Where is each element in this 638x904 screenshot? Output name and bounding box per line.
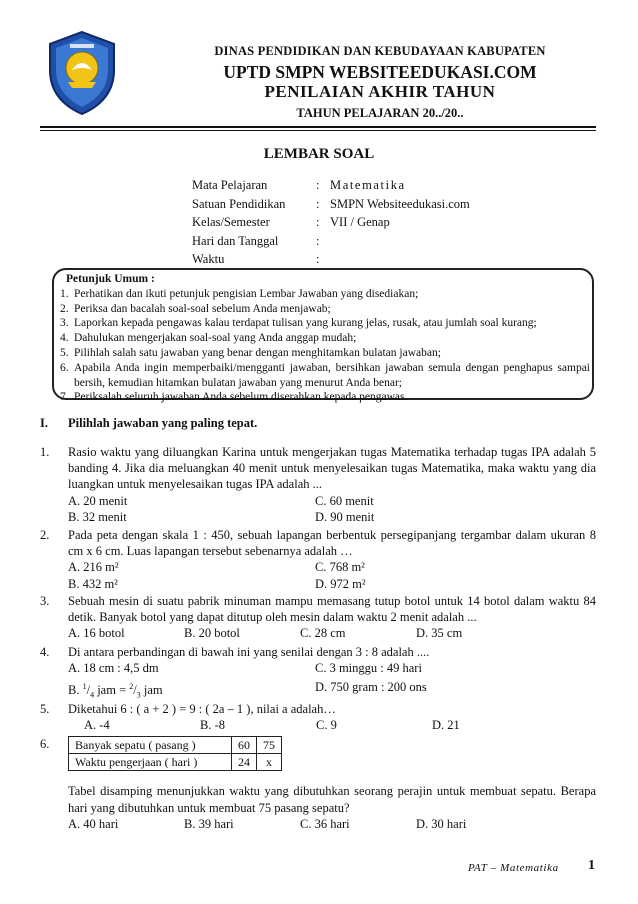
option-a[interactable]: A. 16 botol: [68, 626, 125, 641]
info-key: Satuan Pendidikan: [192, 196, 286, 211]
option-c[interactable]: C. 9: [316, 718, 337, 733]
info-colon: :: [316, 215, 320, 229]
table-cell: x: [257, 754, 282, 771]
question-2: [40, 527, 596, 592]
table-cell: 75: [257, 737, 282, 754]
question-number: 4.: [40, 645, 50, 659]
info-key: Waktu: [192, 252, 225, 266]
data-table: [68, 736, 282, 771]
question-5: [40, 701, 596, 733]
table-row: [69, 754, 282, 771]
table-cell: 24: [232, 754, 257, 771]
question-number: 1.: [40, 445, 50, 459]
option-d[interactable]: D. 21: [432, 718, 460, 733]
option-a[interactable]: A. 40 hari: [68, 816, 119, 831]
option-b[interactable]: B. -8: [200, 718, 225, 733]
option-a[interactable]: A. 20 menit: [68, 493, 128, 508]
option-b[interactable]: B. $^1/_4$ jam = $^2/_3$ jam: [68, 682, 163, 701]
option-a[interactable]: A. 18 cm : 4,5 dm: [68, 661, 159, 676]
instructions: [60, 272, 590, 405]
page-title: LEMBAR SOAL: [263, 146, 375, 162]
table-cell: Waktu pengerjaan ( hari ): [69, 754, 232, 771]
page-number: 1: [588, 858, 595, 873]
header-year: TAHUN PELAJARAN 20../20..: [296, 106, 464, 120]
info-row-class: [192, 213, 470, 232]
table-cell: Banyak sepatu ( pasang ): [69, 737, 232, 754]
table-row: [69, 737, 282, 754]
option-d[interactable]: D. 90 menit: [315, 509, 375, 524]
section-heading: [40, 416, 257, 431]
header-rule-thin: [40, 130, 596, 131]
option-a[interactable]: A. -4: [84, 718, 110, 733]
option-c[interactable]: C. 60 menit: [315, 493, 374, 508]
option-b[interactable]: B. 20 botol: [184, 626, 240, 641]
option-c[interactable]: C. 3 minggu : 49 hari: [315, 661, 422, 676]
question-text: Pada peta dengan skala 1 : 450, sebuah lapangan berbentuk persegipanjang tergambar dalam ukuran 8 cm x 6 cm. Luas lapangan tersebut sebenarnya adalah …: [68, 528, 596, 559]
option-c[interactable]: C. 28 cm: [300, 626, 346, 641]
question-number: 3.: [40, 594, 50, 608]
option-b[interactable]: B. 39 hari: [184, 816, 234, 831]
option-d[interactable]: D. 972 m²: [315, 576, 366, 591]
question-number: 5.: [40, 702, 50, 716]
info-row-date: [192, 232, 470, 251]
info-key: Hari dan Tanggal: [192, 233, 279, 248]
option-b[interactable]: B. 432 m²: [68, 576, 118, 591]
instruction-item: 2. Periksa dan bacalah soal-soal sebelum Anda menjawab;: [60, 302, 331, 315]
info-colon: :: [316, 178, 320, 192]
info-colon: :: [316, 196, 320, 211]
info-row-subject: [192, 176, 470, 195]
info-row-time: [192, 250, 470, 269]
info-colon: :: [316, 252, 320, 266]
info-colon: :: [316, 233, 320, 248]
option-d[interactable]: D. 750 gram : 200 ons: [315, 680, 427, 695]
instruction-item: 1. Perhatikan dan ikuti petunjuk pengisian Lembar Jawaban yang disediakan;: [60, 287, 419, 300]
header-school: UPTD SMPN WEBSITEEDUKASI.COM: [223, 62, 537, 82]
option-b[interactable]: B. 32 menit: [68, 509, 127, 524]
instruction-item: 7. Periksalah seluruh jawaban Anda sebelum diserahkan kepada pengawas.: [60, 391, 408, 404]
header-agency: DINAS PENDIDIKAN DAN KEBUDAYAAN KABUPATEN: [214, 44, 546, 58]
question-text: Tabel disamping menunjukkan waktu yang dibutuhkan seorang perajin untuk membuat sepatu. Berapa hari yang dibutuhkan untuk membuat 75 pasang sepatu?: [68, 784, 596, 815]
question-3: [40, 593, 596, 642]
section-number: I.: [40, 416, 48, 430]
footer-text: PAT – Matematika: [468, 862, 559, 874]
option-d[interactable]: D. 35 cm: [416, 626, 463, 641]
question-text: Rasio waktu yang diluangkan Karina untuk mengerjakan tugas Matematika terhadap tugas IPA adalah 5 banding 4. Jika dia meluangkan 40 menit untuk menyelesaikan tugas Matematika, maka waktu yang dia luangkan untuk menyelesaikan tugas IPA adalah ...: [68, 445, 596, 492]
question-number: 2.: [40, 528, 50, 542]
question-text: Sebuah mesin di suatu pabrik minuman mampu memasang tutup botol untuk 14 botol dalam waktu 84 detik. Banyak botol yang dapat ditutup oleh mesin dalam waktu 2 menit adalah ...: [68, 594, 596, 625]
instruction-item: 3. Laporkan kepada pengawas kalau terdapat tulisan yang kurang jelas, rusak, atau jumlah soal kurang;: [60, 317, 537, 330]
instructions-title: Petunjuk Umum :: [66, 273, 155, 285]
exam-info: [192, 176, 470, 269]
info-row-school: [192, 195, 470, 214]
option-a[interactable]: A. 216 m²: [68, 560, 119, 575]
option-c[interactable]: C. 36 hari: [300, 816, 350, 831]
question-6: [40, 736, 596, 832]
info-value: Matematika: [330, 178, 406, 192]
header-rule: [40, 126, 596, 128]
info-key: Kelas/Semester: [192, 215, 270, 229]
question-text: Diketahui 6 : ( a + 2 ) = 9 : ( 2a – 1 ), nilai a adalah…: [68, 702, 336, 716]
info-value: VII / Genap: [330, 215, 390, 229]
option-d[interactable]: D. 30 hari: [416, 816, 467, 831]
tut-wuri-handayani-logo: [46, 30, 118, 116]
question-4: [40, 644, 596, 707]
instruction-item: 6. Apabila Anda ingin memperbaiki/mengganti jawaban, bersihkan jawaban semula dengan penghapus sampai bersih, kemudian hitamkan bulatan jawaban yang menurut Anda benar;: [60, 361, 590, 389]
header-exam: PENILAIAN AKHIR TAHUN: [264, 82, 496, 101]
question-text: Di antara perbandingan di bawah ini yang senilai dengan 3 : 8 adalah ....: [68, 645, 430, 659]
instruction-item: 5. Pilihlah salah satu jawaban yang benar dengan menghitamkan bulatan jawaban;: [60, 346, 441, 359]
info-value: SMPN Websiteedukasi.com: [330, 196, 470, 211]
instruction-item: 4. Dahulukan mengerjakan soal-soal yang Anda anggap mudah;: [60, 332, 357, 345]
section-text: Pilihlah jawaban yang paling tepat.: [68, 416, 258, 430]
info-key: Mata Pelajaran: [192, 178, 268, 192]
question-number: 6.: [40, 737, 50, 751]
question-1: [40, 444, 596, 525]
option-c[interactable]: C. 768 m²: [315, 560, 365, 575]
table-cell: 60: [232, 737, 257, 754]
